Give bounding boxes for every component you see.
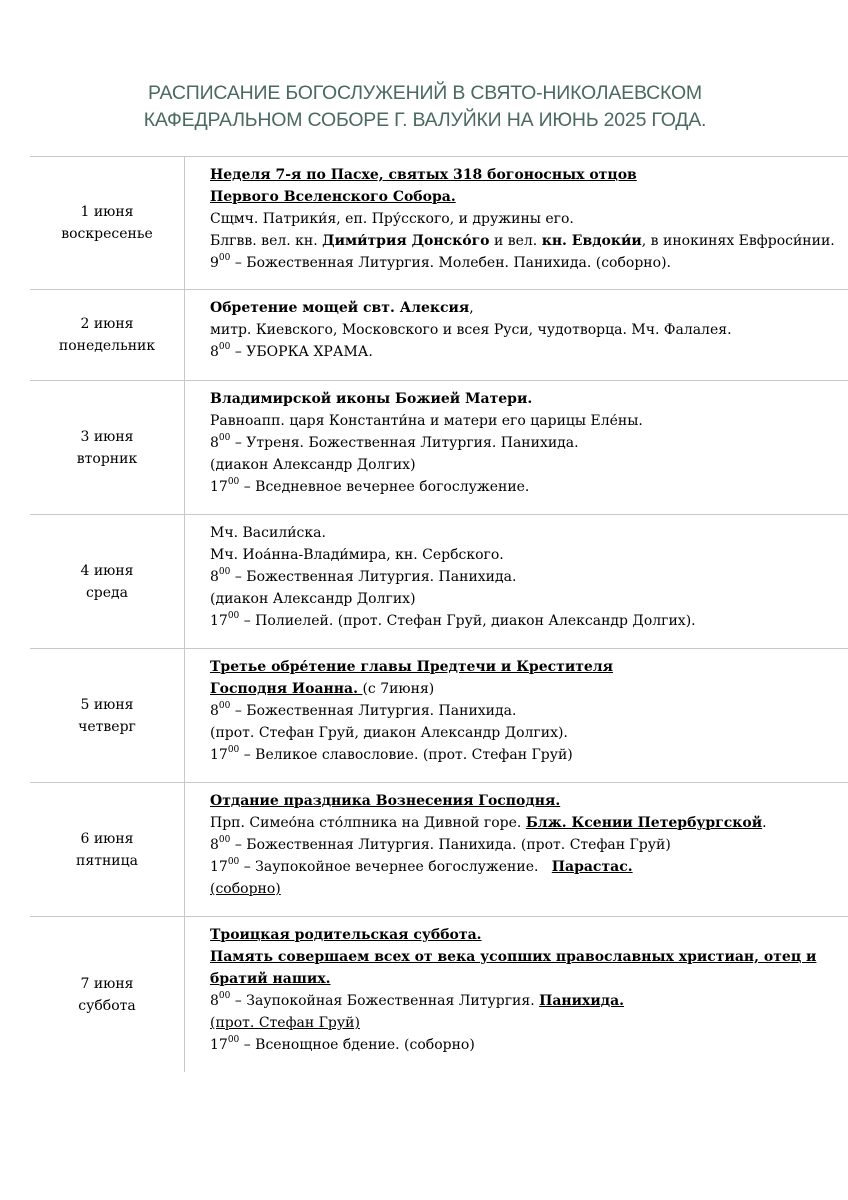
schedule-row: [30, 157, 848, 290]
page-title: [60, 80, 790, 134]
date-label: 4 июня: [80, 562, 134, 579]
feast-title: братий наших.: [210, 971, 331, 987]
weekday-label: четверг: [78, 718, 136, 735]
saints-line: митр. Киевского, Московского и всея Руси, чудотворца. Мч. Фалалея.: [210, 322, 732, 338]
title-line-2: КАФЕДРАЛЬНОМ СОБОРЕ Г. ВАЛУЙКИ НА ИЮНЬ 2025 ГОДА.: [143, 109, 707, 131]
date-label: 7 июня: [80, 975, 134, 992]
date-label: 1 июня: [80, 204, 134, 220]
date-label: 5 июня: [80, 696, 134, 713]
saints-line: Сщмч. Патрики́я, еп. Пру́сского, и дружины его.: [210, 211, 574, 227]
service-time: $9^{00}$ – Божественная Литургия. Молебен. Панихида. (соборно).: [210, 253, 671, 271]
feast-title: Троицкая родительская суббота.: [210, 927, 482, 943]
schedule-row: [30, 649, 848, 783]
date-label: 2 июня: [80, 316, 134, 332]
feast-title: Отдание праздника Вознесения Господня.: [210, 793, 561, 809]
schedule-row: [30, 515, 848, 649]
schedule-row: [30, 290, 848, 381]
date-cell: [30, 917, 185, 1072]
clergy-line: (соборно): [210, 881, 281, 897]
schedule-row: [30, 381, 848, 515]
date-cell: [30, 515, 185, 648]
date-cell: [30, 649, 185, 782]
weekday-label: пятница: [76, 852, 138, 869]
weekday-label: суббота: [78, 997, 136, 1014]
saints-line: Прп. Симео́на сто́лпника на Дивной горе. Блж. Ксении Петербургской.: [210, 815, 767, 831]
clergy-line: (диакон Александр Долгих): [210, 591, 416, 607]
schedule-row: [30, 783, 848, 917]
service-time: $17^{00}$ – Полиелей. (прот. Стефан Груй, диакон Александр Долгих).: [210, 611, 696, 629]
weekday-label: воскресенье: [61, 226, 153, 242]
service-time: $8^{00}$ – Божественная Литургия. Панихида. (прот. Стефан Груй): [210, 835, 671, 853]
service-cell: [185, 649, 848, 782]
feast-title: Память совершаем всех от века усопших православных христиан, отец и: [210, 949, 817, 965]
date-label: 6 июня: [80, 830, 134, 847]
service-cell: [185, 290, 848, 380]
schedule-table: [30, 156, 848, 1072]
date-cell: [30, 783, 185, 916]
date-cell: [30, 290, 185, 380]
service-time: $17^{00}$ – Заупокойное вечернее богослужение. Парастас.: [210, 857, 633, 875]
weekday-label: среда: [85, 584, 129, 601]
date-cell: [30, 381, 185, 514]
saints-line: Блгвв. вел. кн. Дими́трия Донско́го и вел. кн. Евдоки́и, в инокинях Евфроси́нии.: [210, 233, 835, 249]
saints-line: Равноапп. царя Константи́на и матери его царицы Еле́ны.: [210, 413, 643, 429]
service-time: $17^{00}$ – Вседневное вечернее богослужение.: [210, 477, 530, 495]
service-time: $8^{00}$ – Божественная Литургия. Панихида.: [210, 567, 517, 585]
feast-title: Третье обре́тение главы Предтечи и Крестителя: [210, 659, 613, 675]
weekday-label: вторник: [76, 450, 138, 467]
service-time: $8^{00}$ – Заупокойная Божественная Литургия. Панихида.: [210, 991, 625, 1009]
saints-line: Мч. Иоа́нна-Влади́мира, кн. Сербского.: [210, 547, 504, 563]
feast-title: Господня Иоанна. (с 7июня): [210, 681, 435, 697]
service-time: $8^{00}$ – Божественная Литургия. Панихида.: [210, 701, 517, 719]
feast-title: Владимирской иконы Божией Матери.: [210, 391, 533, 407]
schedule-row: [30, 917, 848, 1072]
service-time: $8^{00}$ – УБОРКА ХРАМА.: [210, 342, 373, 360]
service-cell: [185, 783, 848, 916]
clergy-line: (прот. Стефан Груй, диакон Александр Долгих).: [210, 725, 568, 741]
clergy-line: (прот. Стефан Груй): [210, 1015, 360, 1031]
clergy-line: (диакон Александр Долгих): [210, 457, 416, 473]
feast-title: Неделя 7-я по Пасхе, святых 318 богоносных отцов: [210, 167, 637, 183]
date-cell: [30, 157, 185, 289]
service-time: $8^{00}$ – Утреня. Божественная Литургия. Панихида.: [210, 433, 579, 451]
title-line-1: РАСПИСАНИЕ БОГОСЛУЖЕНИЙ В СВЯТО-НИКОЛАЕВСКОМ: [148, 82, 702, 104]
service-cell: [185, 917, 848, 1072]
service-time: $17^{00}$ – Всенощное бдение. (соборно): [210, 1035, 475, 1053]
service-cell: [185, 381, 848, 514]
saints-line: Мч. Васили́ска.: [210, 525, 326, 541]
service-cell: [185, 157, 848, 289]
service-time: $17^{00}$ – Великое славословие. (прот. Стефан Груй): [210, 745, 573, 763]
date-label: 3 июня: [80, 428, 134, 445]
feast-title: Обретение мощей свт. Алексия,: [210, 300, 474, 316]
weekday-label: понедельник: [58, 338, 156, 354]
feast-title: Первого Вселенского Собора.: [210, 189, 456, 205]
service-cell: [185, 515, 848, 648]
